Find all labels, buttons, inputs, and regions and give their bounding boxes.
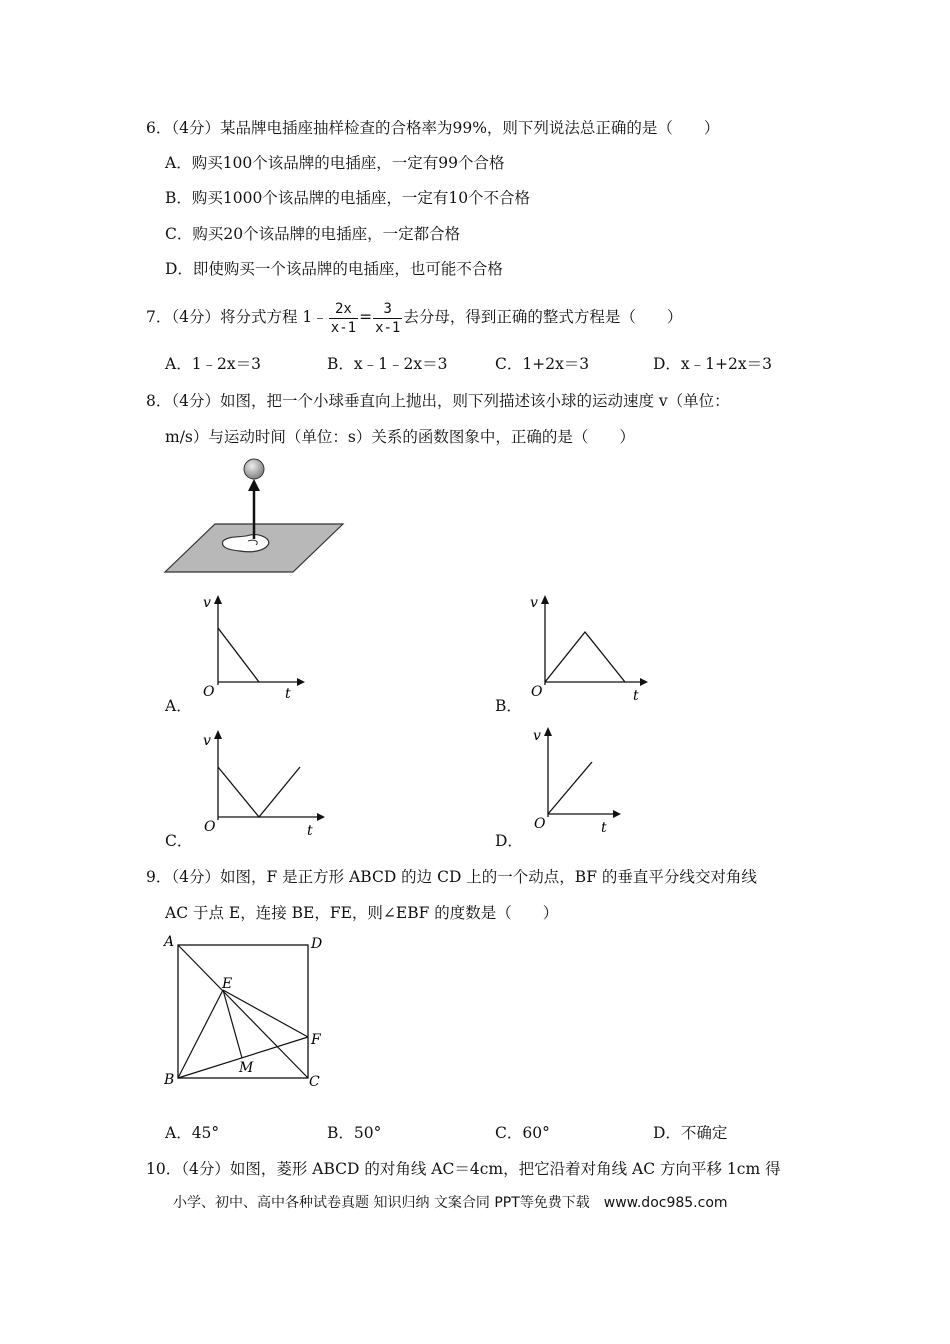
- graph-c-origin-label: O: [204, 819, 216, 835]
- q8-stem-line2: m/s）与运动时间（单位：s）关系的函数图象中，正确的是（ ）: [165, 428, 635, 446]
- q7-option-a: A．1﹣2x＝3: [165, 355, 262, 373]
- q9-option-b: B．50°: [327, 1124, 382, 1142]
- graph-c: [195, 725, 330, 840]
- q7-option-c: C．1+2x＝3: [495, 355, 590, 373]
- graph-c-t-label: t: [307, 823, 313, 839]
- graph-c-curve: [218, 767, 300, 817]
- q10-stem-line1: 10．（4分）如图，菱形 ABCD 的对角线 AC＝4cm，把它沿着对角线 AC 方向平移 1cm 得: [146, 1160, 781, 1178]
- q7-stem: [146, 297, 682, 337]
- q7-stem-after: 去分母，得到正确的整式方程是（ ）: [403, 308, 683, 326]
- q8-option-a-label: A．: [165, 697, 192, 715]
- point-a-label: A: [164, 934, 175, 950]
- point-c-label: C: [309, 1074, 320, 1090]
- q6-option-c: C．购买20个该品牌的电插座，一定都合格: [165, 225, 461, 243]
- ball-icon: [244, 459, 264, 479]
- graph-d-t-label: t: [601, 820, 607, 836]
- q9-option-a: A．45°: [165, 1124, 220, 1142]
- q7-frac1-numerator: 2x: [329, 300, 358, 319]
- q7-fraction-2: [373, 300, 402, 337]
- q7-fraction-1: [329, 300, 358, 337]
- graph-d: [525, 722, 625, 837]
- q8-option-c-label: C．: [165, 832, 193, 850]
- graph-a-v-label: v: [203, 595, 211, 611]
- graph-d-origin-label: O: [534, 816, 546, 832]
- graph-a-t-arrow-icon: [297, 678, 305, 686]
- q6-option-b: B．购买1000个该品牌的电插座，一定有10个不合格: [165, 189, 531, 207]
- graph-b-curve: [545, 632, 625, 682]
- point-e-label: E: [222, 976, 233, 992]
- graph-a-v-arrow-icon: [214, 595, 222, 604]
- q9-option-c: C．60°: [495, 1124, 550, 1142]
- graph-b-origin-label: O: [531, 684, 543, 700]
- graph-b-v-label: v: [530, 595, 538, 611]
- q6-option-d: D．即使购买一个该品牌的电插座，也可能不合格: [165, 260, 503, 278]
- q7-option-b: B．x﹣1﹣2x＝3: [327, 355, 448, 373]
- graph-a: [195, 590, 305, 705]
- graph-b-v-arrow-icon: [541, 595, 549, 604]
- q7-frac2-numerator: 3: [373, 300, 402, 319]
- graph-b-t-arrow-icon: [640, 678, 648, 686]
- graph-a-curve: [218, 628, 259, 682]
- graph-a-t-label: t: [285, 686, 291, 702]
- graph-c-v-label: v: [203, 733, 211, 749]
- square-figure: [160, 932, 330, 1092]
- point-m-label: M: [239, 1060, 254, 1076]
- q7-frac1-denominator: x-1: [330, 319, 357, 336]
- page-footer: 小学、初中、高中各种试卷真题 知识归纳 文案合同 PPT等免费下载 www.doc985.com: [173, 1195, 728, 1211]
- q6-option-a: A．购买100个该品牌的电插座，一定有99个合格: [165, 154, 505, 172]
- graph-c-v-arrow-icon: [214, 730, 222, 739]
- q9-stem-line1: 9．（4分）如图，F 是正方形 ABCD 的边 CD 上的一个动点，BF 的垂直平分线交对角线: [146, 868, 757, 886]
- q7-frac2-denominator: x-1: [375, 319, 401, 336]
- q7-option-d: D．x﹣1+2x＝3: [653, 355, 772, 373]
- q8-option-d-label: D．: [495, 832, 523, 850]
- q8-option-b-label: B．: [495, 697, 522, 715]
- graph-c-t-arrow-icon: [317, 813, 325, 821]
- up-arrow-icon: [248, 479, 260, 491]
- q7-stem-before: 7．（4分）将分式方程 1﹣: [146, 308, 328, 326]
- graph-b: [525, 590, 650, 705]
- q9-option-d: D．不确定: [653, 1124, 728, 1142]
- graph-d-v-arrow-icon: [544, 727, 552, 736]
- graph-d-v-label: v: [533, 728, 541, 744]
- segment-be: [178, 990, 223, 1078]
- ball-throw-figure: [160, 455, 350, 580]
- q8-stem-line1: 8．（4分）如图，把一个小球垂直向上抛出，则下列描述该小球的运动速度 v（单位：: [146, 392, 730, 410]
- graph-d-t-arrow-icon: [613, 810, 621, 818]
- graph-d-curve: [548, 762, 592, 814]
- q9-stem-line2: AC 于点 E，连接 BE，FE，则∠EBF 的度数是（ ）: [165, 904, 559, 922]
- point-f-label: F: [311, 1032, 321, 1048]
- q7-equals: =: [359, 308, 373, 326]
- point-b-label: B: [164, 1072, 175, 1088]
- q6-stem: 6．（4分）某品牌电插座抽样检查的合格率为99%，则下列说法总正确的是（ ）: [146, 119, 720, 137]
- graph-b-t-label: t: [633, 688, 639, 704]
- segment-fe: [223, 990, 308, 1037]
- point-d-label: D: [311, 936, 323, 952]
- graph-a-origin-label: O: [203, 684, 215, 700]
